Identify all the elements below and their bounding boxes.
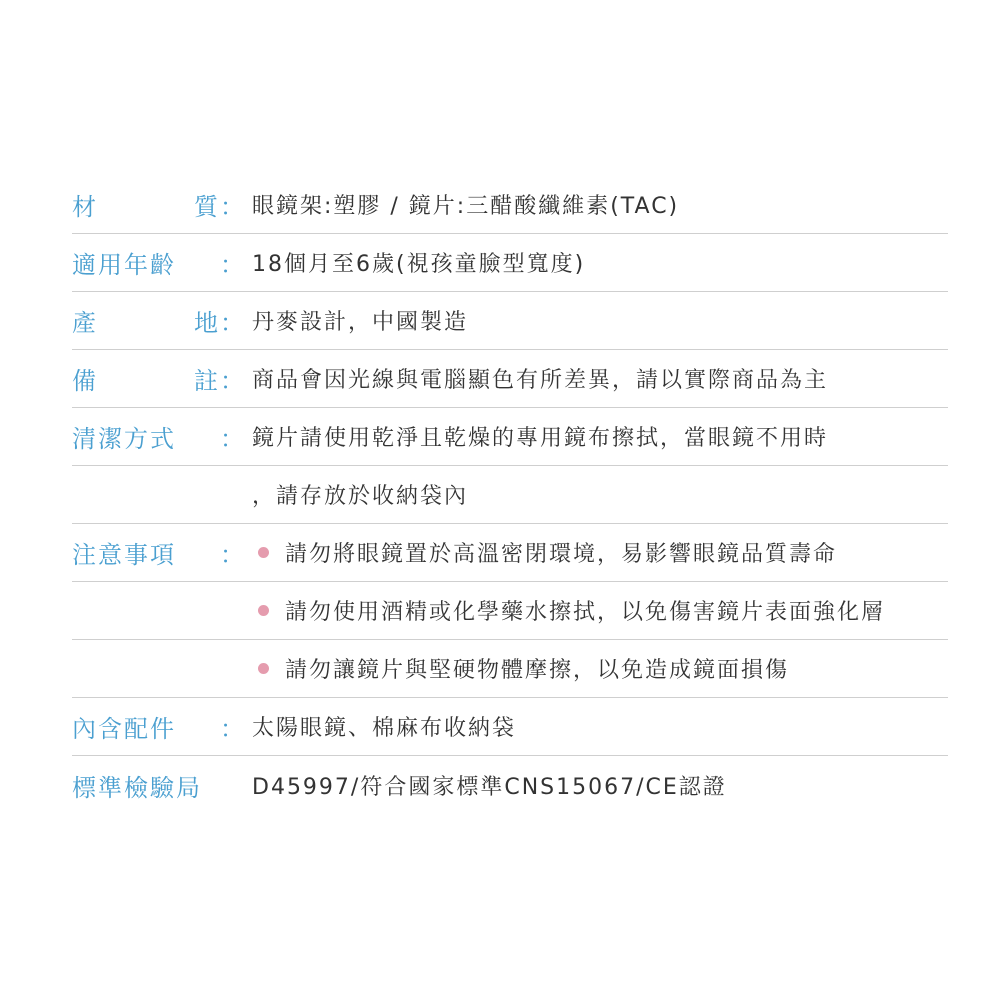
bullet-dot-icon — [258, 663, 269, 674]
label-colon: ： — [220, 309, 244, 337]
spec-value: 太陽眼鏡、棉麻布收納袋 — [252, 716, 517, 741]
spec-value: ，請存放於收納袋內 — [252, 484, 469, 509]
label-colon: ： — [220, 715, 244, 743]
spec-value: D45997/符合國家標準CNS15067/CE認證 — [252, 774, 727, 800]
bullet-dot-icon — [258, 547, 269, 558]
spec-label: 備 註 — [72, 367, 220, 395]
spec-value: 鏡片請使用乾淨且乾燥的專用鏡布擦拭，當眼鏡不用時 — [252, 426, 829, 451]
bullet-dot-icon — [258, 605, 269, 616]
label-colon: ： — [220, 193, 244, 221]
spec-value: 請勿將眼鏡置於高溫密閉環境，易影響眼鏡品質壽命 — [238, 537, 948, 568]
spec-value: 丹麥設計，中國製造 — [252, 310, 469, 335]
product-spec-table — [72, 176, 948, 814]
label-colon: ： — [220, 367, 244, 395]
spec-row-caution-2 — [72, 582, 948, 640]
spec-label: 內含配件 — [72, 715, 176, 743]
spec-label: 標準檢驗局 — [72, 773, 202, 802]
spec-row-caution-3 — [72, 640, 948, 698]
spec-value: 18個月至6歲(視孩童臉型寬度) — [252, 252, 586, 277]
spec-row-inspection — [72, 756, 948, 814]
spec-row-note — [72, 350, 948, 408]
spec-row-age — [72, 234, 948, 292]
spec-row-cleaning-continued — [72, 466, 948, 524]
spec-row-material — [72, 176, 948, 234]
spec-label: 注意事項 — [72, 541, 176, 569]
spec-row-accessories — [72, 698, 948, 756]
label-colon: ： — [220, 425, 244, 453]
spec-value: 商品會因光線與電腦顯色有所差異，請以實際商品為主 — [252, 368, 829, 393]
spec-value: 請勿使用酒精或化學藥水擦拭，以免傷害鏡片表面強化層 — [238, 595, 948, 626]
spec-label: 材 質 — [72, 193, 220, 221]
spec-label: 適用年齡 — [72, 251, 176, 279]
spec-row-caution-1 — [72, 524, 948, 582]
label-colon: ： — [220, 541, 244, 569]
spec-value: 眼鏡架:塑膠 / 鏡片:三醋酸纖維素(TAC) — [252, 194, 680, 219]
spec-label: 產 地 — [72, 309, 220, 337]
spec-row-origin — [72, 292, 948, 350]
spec-row-cleaning — [72, 408, 948, 466]
spec-value: 請勿讓鏡片與堅硬物體摩擦，以免造成鏡面損傷 — [238, 653, 948, 684]
spec-label: 清潔方式 — [72, 425, 176, 453]
label-colon: ： — [220, 251, 244, 279]
